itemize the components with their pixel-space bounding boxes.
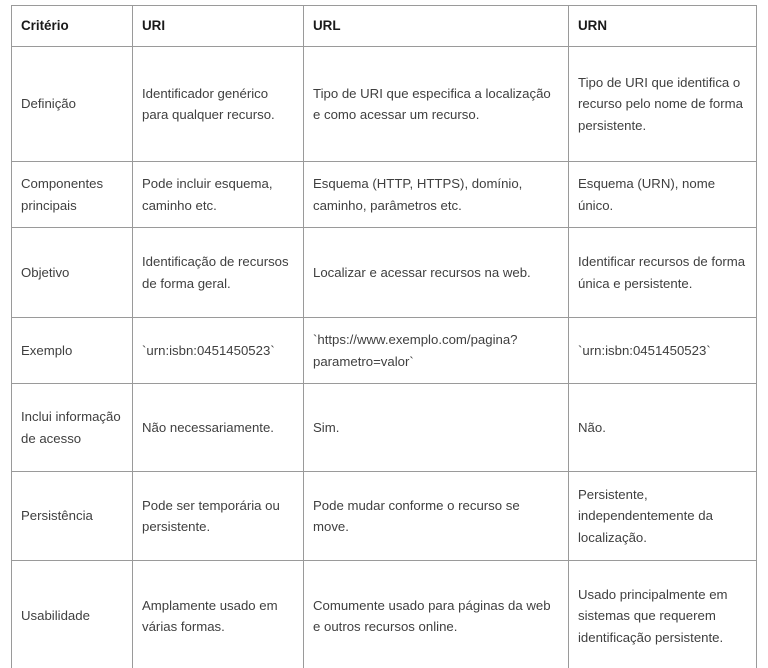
table-row [12,47,757,162]
row-label-inclui-informacao-de-acesso: Inclui informação de acesso [12,384,133,472]
cell-componentes-urn: Esquema (URN), nome único. [569,162,757,228]
cell-componentes-url: Esquema (HTTP, HTTPS), domínio, caminho, parâmetros etc. [304,162,569,228]
cell-persistencia-urn: Persistente, independentemente da localização. [569,472,757,561]
cell-usabilidade-urn: Usado principalmente em sistemas que requerem identificação persistente. [569,561,757,668]
row-label-persistencia: Persistência [12,472,133,561]
cell-persistencia-url: Pode mudar conforme o recurso se move. [304,472,569,561]
cell-definicao-urn: Tipo de URI que identifica o recurso pelo nome de forma persistente. [569,47,757,162]
cell-definicao-url: Tipo de URI que especifica a localização e como acessar um recurso. [304,47,569,162]
cell-inclui-url: Sim. [304,384,569,472]
cell-objetivo-urn: Identificar recursos de forma única e persistente. [569,228,757,318]
table-row [12,561,757,668]
table-row [12,228,757,318]
table-row [12,318,757,384]
uri-url-urn-comparison-table [11,5,757,668]
cell-exemplo-url: `https://www.exemplo.com/pagina?parametro=valor` [304,318,569,384]
column-header-url: URL [304,6,569,47]
table-header-row [12,6,757,47]
table-body [12,47,757,668]
cell-exemplo-urn: `urn:isbn:0451450523` [569,318,757,384]
cell-usabilidade-url: Comumente usado para páginas da web e outros recursos online. [304,561,569,668]
row-label-objetivo: Objetivo [12,228,133,318]
cell-objetivo-uri: Identificação de recursos de forma geral. [133,228,304,318]
cell-inclui-uri: Não necessariamente. [133,384,304,472]
row-label-exemplo: Exemplo [12,318,133,384]
table-row [12,162,757,228]
cell-usabilidade-uri: Amplamente usado em várias formas. [133,561,304,668]
table-row [12,472,757,561]
cell-inclui-urn: Não. [569,384,757,472]
row-label-definicao: Definição [12,47,133,162]
cell-definicao-uri: Identificador genérico para qualquer recurso. [133,47,304,162]
column-header-criterio: Critério [12,6,133,47]
table-header [12,6,757,47]
row-label-componentes-principais: Componentes principais [12,162,133,228]
cell-exemplo-uri: `urn:isbn:0451450523` [133,318,304,384]
column-header-urn: URN [569,6,757,47]
row-label-usabilidade: Usabilidade [12,561,133,668]
cell-objetivo-url: Localizar e acessar recursos na web. [304,228,569,318]
column-header-uri: URI [133,6,304,47]
cell-persistencia-uri: Pode ser temporária ou persistente. [133,472,304,561]
cell-componentes-uri: Pode incluir esquema, caminho etc. [133,162,304,228]
table-row [12,384,757,472]
